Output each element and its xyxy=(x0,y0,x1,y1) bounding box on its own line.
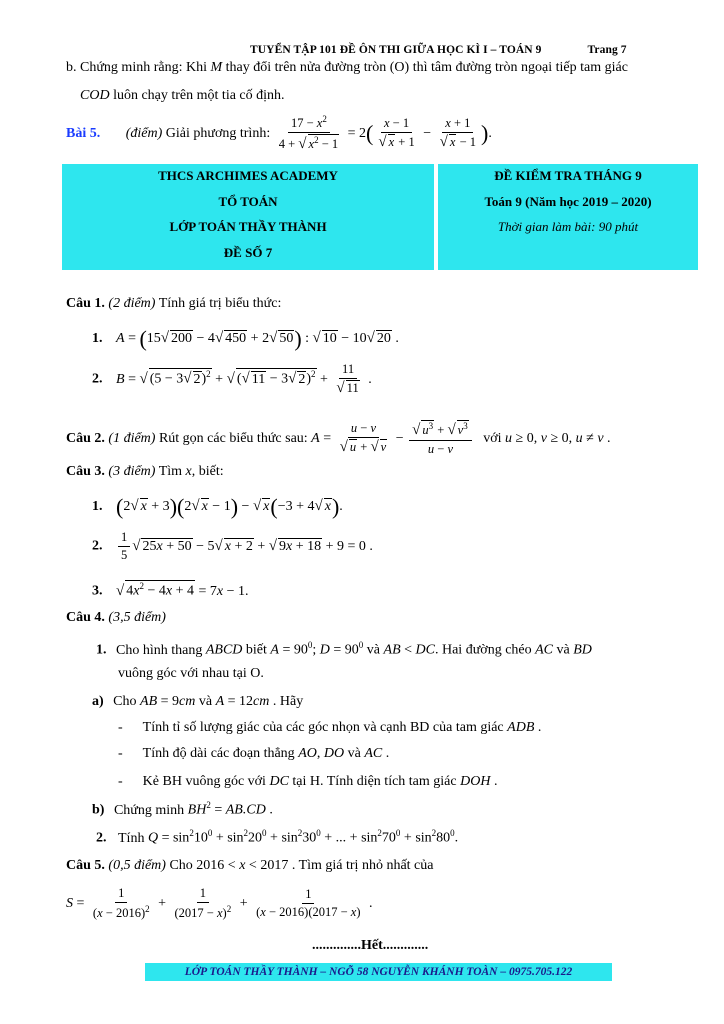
header-title: TUYỂN TẬP 101 ĐỀ ÔN THI GIỮA HỌC KÌ I – TOÁN 9 xyxy=(250,44,542,56)
q4-part-a: a) Cho AB = 9cm và A = 12cm . Hãy xyxy=(92,694,304,709)
q4-dash2: - Tính độ dài các đoạn thẳng AO, DO và AC . xyxy=(118,746,390,761)
page-footer: LỚP TOÁN THẦY THÀNH – NGÕ 58 NGUYỄN KHÁNH TOÀN – 0975.705.122 xyxy=(145,963,612,981)
header-page: Trang 7 xyxy=(587,44,627,56)
class-name: LỚP TOÁN THẦY THÀNH xyxy=(169,219,327,234)
exam-time: Thời gian làm bài: 90 phút xyxy=(497,219,639,234)
end-marker: ..............Hết............. xyxy=(312,938,429,953)
q4-part1-line1: 1. Cho hình thang ABCD biết $A = 90^0$; $D = 90^0$ và AB < DC. Hai đường chéo AC và BD xyxy=(96,640,592,658)
q1-title: Câu 1. (2 điểm) Tính giá trị biểu thức: xyxy=(66,296,282,311)
q3-item3: 3. √ $4x^2 - 4x + 4 = 7x - 1$. xyxy=(92,581,249,599)
q3-item1: 1. (2√ x + 3)(2√ x − 1) − √ x(−3 + 4√ x). xyxy=(92,494,343,519)
exam-title: ĐỀ KIỂM TRA THÁNG 9 xyxy=(494,168,642,183)
prev-part-b-line2: COD luôn chạy trên một tia cố định. xyxy=(80,88,285,103)
exam-header-box xyxy=(62,164,698,270)
q3-item2: 2. $\frac{1}{5}$ √ 25x + 50 − 5√ x + 2 + √ 9x + 18 + 9 = 0 . xyxy=(92,530,373,562)
q1-item2: 2. B = √ (5 − 3√ 2)$^2$ + √ (√ 11 − 3√ 2)$^2$ + $\frac{11}{√ 11}$ . xyxy=(92,362,372,396)
q3-title: Câu 3. (3 điểm) Tìm x, biết: xyxy=(66,464,224,479)
department: TỔ TOÁN xyxy=(218,194,278,209)
q4-part2: 2. Tính $Q = \sin^210^0 + \sin^220^0 + \sin^230^0$ + ... + $\sin^270^0 + \sin^280^0$. xyxy=(96,828,459,846)
page-header xyxy=(250,44,627,56)
q4-part1-line2: vuông góc với nhau tại O. xyxy=(118,666,264,681)
school-name: THCS ARCHIMES ACADEMY xyxy=(158,168,338,183)
q4-dash1: - Tính tỉ số lượng giác của các góc nhọn và cạnh BD của tam giác ADB . xyxy=(118,720,542,735)
q1-item1: 1. A = (15√ 200 − 4√ 450 + 2√ 50) : √ 10 − 10√ 20 . xyxy=(92,326,399,351)
q4-title: Câu 4. (3,5 điểm) xyxy=(66,610,166,625)
q2-line: Câu 2. (1 điểm) Rút gọn các biểu thức sau: A = $\frac{u - v}{√ u + √ v}$ − $\frac{√ u^3 + √ v^3}{u - v}$ với u ≥ 0, v ≥ 0, u ≠ v . xyxy=(66,421,611,457)
exam-number: ĐỀ SỐ 7 xyxy=(223,245,273,260)
q5-title: Câu 5. (0,5 điểm) Cho 2016 < x < 2017 . Tìm giá trị nhỏ nhất của xyxy=(66,858,434,873)
bai5-line: Bài 5. (điểm) Giải phương trình: $\frac{17 - x^2}{4 + √ x^2 - 1}$ = 2( $\frac{x - 1}{√ x + 1}$ − $\frac{x + 1}{√ x - 1}$ ). xyxy=(66,114,492,153)
prev-part-b-line1: b. Chứng minh rằng: Khi M thay đổi trên nửa đường tròn (O) thì tâm đường tròn ngoại tiếp tam giác xyxy=(66,60,628,75)
q4-part-b: b) Chứng minh $BH^2 = AB.CD$ . xyxy=(92,800,273,818)
q4-dash3: - Kẻ BH vuông góc với DC tại H. Tính diện tích tam giác DOH . xyxy=(118,774,498,789)
q5-formula: S = $\frac{1}{(x - 2016)^2}$ + $\frac{1}{(2017 - x)^2}$ + $\frac{1}{(x - 2016)(2017 - x)}$ . xyxy=(66,886,373,921)
exam-subject: Toán 9 (Năm học 2019 – 2020) xyxy=(484,194,652,209)
